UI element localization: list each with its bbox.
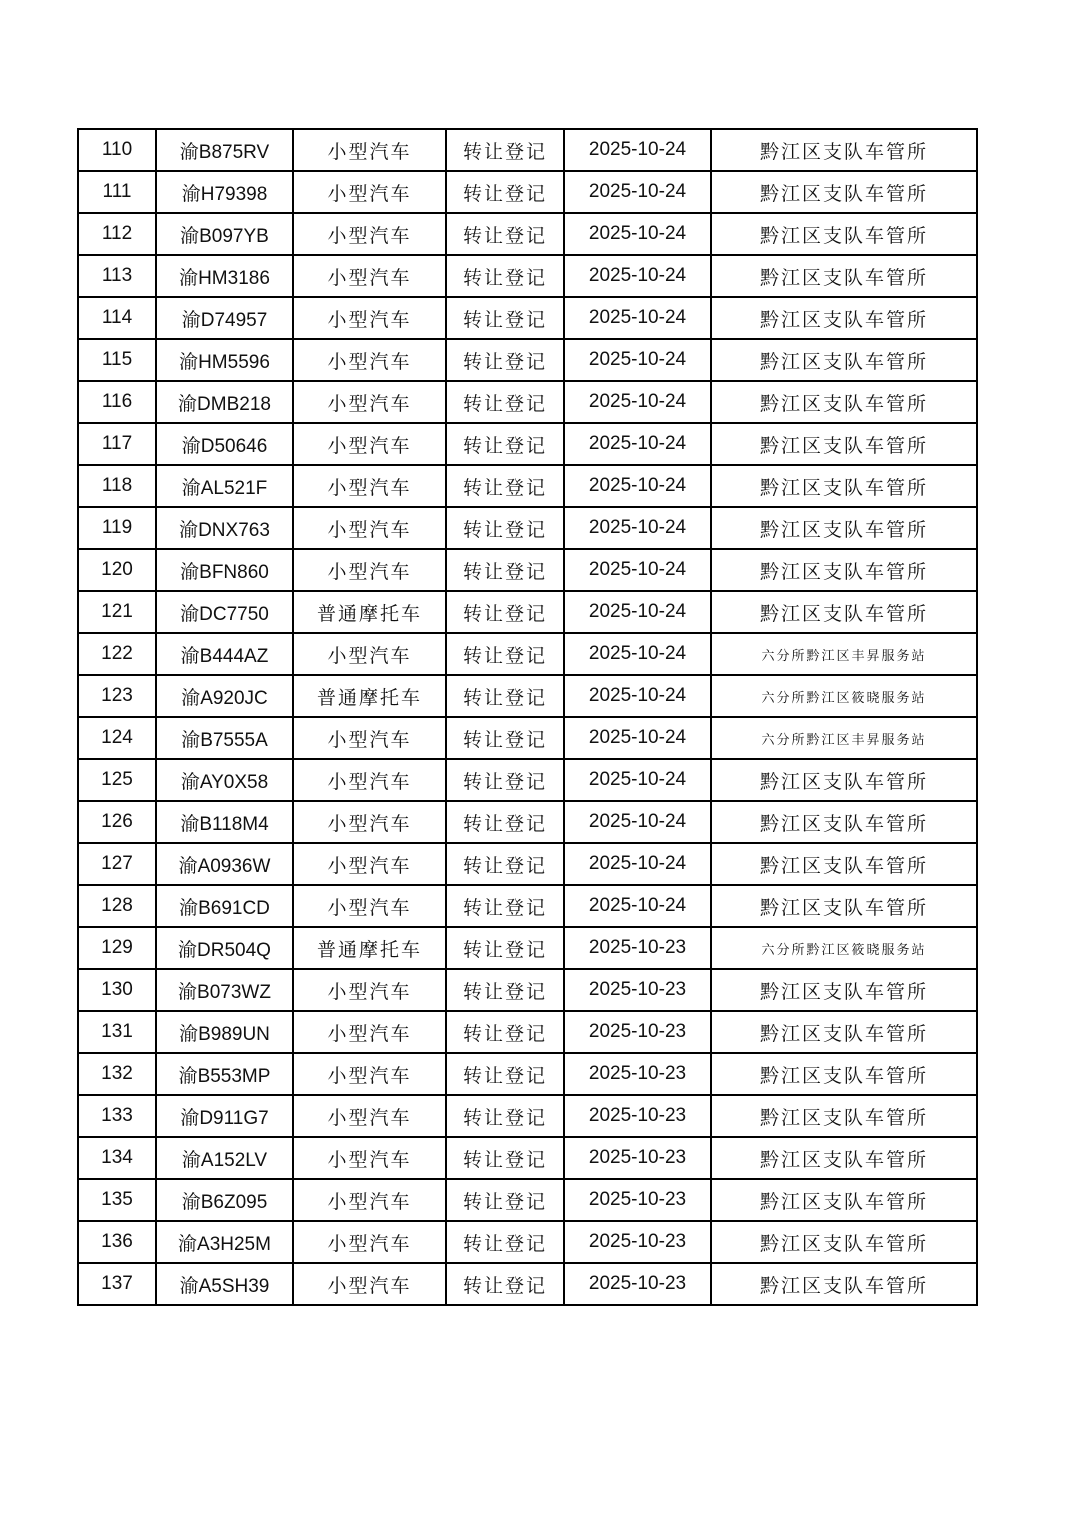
table-row bbox=[78, 717, 977, 759]
business-type: 转让登记 bbox=[446, 381, 564, 423]
office-name: 黔江区支队车管所 bbox=[711, 1011, 977, 1053]
vehicle-type: 小型汽车 bbox=[293, 1221, 446, 1263]
business-type: 转让登记 bbox=[446, 171, 564, 213]
office-name: 黔江区支队车管所 bbox=[711, 465, 977, 507]
office-name: 黔江区支队车管所 bbox=[711, 801, 977, 843]
registration-date: 2025-10-23 bbox=[564, 1095, 711, 1137]
plate-number: 渝B875RV bbox=[156, 129, 293, 171]
office-name: 六分所黔江区丰昇服务站 bbox=[711, 717, 977, 759]
vehicle-type: 小型汽车 bbox=[293, 759, 446, 801]
registration-date: 2025-10-24 bbox=[564, 129, 711, 171]
registration-date: 2025-10-24 bbox=[564, 171, 711, 213]
row-number: 116 bbox=[78, 381, 156, 423]
office-name: 黔江区支队车管所 bbox=[711, 297, 977, 339]
business-type: 转让登记 bbox=[446, 885, 564, 927]
vehicle-type: 小型汽车 bbox=[293, 1053, 446, 1095]
table-row bbox=[78, 465, 977, 507]
office-name: 黔江区支队车管所 bbox=[711, 507, 977, 549]
plate-number: 渝DNX763 bbox=[156, 507, 293, 549]
row-number: 125 bbox=[78, 759, 156, 801]
plate-number: 渝D74957 bbox=[156, 297, 293, 339]
vehicle-type: 小型汽车 bbox=[293, 339, 446, 381]
row-number: 114 bbox=[78, 297, 156, 339]
office-name: 黔江区支队车管所 bbox=[711, 213, 977, 255]
business-type: 转让登记 bbox=[446, 423, 564, 465]
office-name: 黔江区支队车管所 bbox=[711, 885, 977, 927]
row-number: 119 bbox=[78, 507, 156, 549]
registration-date: 2025-10-24 bbox=[564, 381, 711, 423]
table-row bbox=[78, 843, 977, 885]
table-row bbox=[78, 213, 977, 255]
business-type: 转让登记 bbox=[446, 759, 564, 801]
row-number: 110 bbox=[78, 129, 156, 171]
vehicle-type: 小型汽车 bbox=[293, 381, 446, 423]
row-number: 124 bbox=[78, 717, 156, 759]
office-name: 黔江区支队车管所 bbox=[711, 843, 977, 885]
row-number: 115 bbox=[78, 339, 156, 381]
vehicle-type: 小型汽车 bbox=[293, 633, 446, 675]
business-type: 转让登记 bbox=[446, 213, 564, 255]
registration-date: 2025-10-24 bbox=[564, 801, 711, 843]
table-row bbox=[78, 1137, 977, 1179]
registration-date: 2025-10-24 bbox=[564, 507, 711, 549]
table-row bbox=[78, 1011, 977, 1053]
vehicle-type: 小型汽车 bbox=[293, 885, 446, 927]
vehicle-type: 小型汽车 bbox=[293, 717, 446, 759]
registration-date: 2025-10-23 bbox=[564, 969, 711, 1011]
row-number: 121 bbox=[78, 591, 156, 633]
plate-number: 渝D50646 bbox=[156, 423, 293, 465]
business-type: 转让登记 bbox=[446, 675, 564, 717]
vehicle-type: 小型汽车 bbox=[293, 465, 446, 507]
vehicle-type: 小型汽车 bbox=[293, 1095, 446, 1137]
business-type: 转让登记 bbox=[446, 1137, 564, 1179]
registration-date: 2025-10-23 bbox=[564, 1137, 711, 1179]
business-type: 转让登记 bbox=[446, 801, 564, 843]
registration-date: 2025-10-23 bbox=[564, 1179, 711, 1221]
vehicle-type: 普通摩托车 bbox=[293, 675, 446, 717]
registration-date: 2025-10-24 bbox=[564, 633, 711, 675]
vehicle-type: 小型汽车 bbox=[293, 213, 446, 255]
business-type: 转让登记 bbox=[446, 129, 564, 171]
table-row bbox=[78, 591, 977, 633]
row-number: 122 bbox=[78, 633, 156, 675]
plate-number: 渝H79398 bbox=[156, 171, 293, 213]
plate-number: 渝A152LV bbox=[156, 1137, 293, 1179]
registration-date: 2025-10-24 bbox=[564, 591, 711, 633]
table-row bbox=[78, 927, 977, 969]
registration-date: 2025-10-24 bbox=[564, 759, 711, 801]
vehicle-type: 普通摩托车 bbox=[293, 591, 446, 633]
table-row bbox=[78, 759, 977, 801]
plate-number: 渝HM3186 bbox=[156, 255, 293, 297]
plate-number: 渝B444AZ bbox=[156, 633, 293, 675]
table-row bbox=[78, 1263, 977, 1305]
plate-number: 渝B097YB bbox=[156, 213, 293, 255]
plate-number: 渝A3H25M bbox=[156, 1221, 293, 1263]
plate-number: 渝D911G7 bbox=[156, 1095, 293, 1137]
office-name: 黔江区支队车管所 bbox=[711, 423, 977, 465]
plate-number: 渝B7555A bbox=[156, 717, 293, 759]
office-name: 黔江区支队车管所 bbox=[711, 1179, 977, 1221]
registration-date: 2025-10-24 bbox=[564, 255, 711, 297]
plate-number: 渝DMB218 bbox=[156, 381, 293, 423]
registration-date: 2025-10-24 bbox=[564, 549, 711, 591]
row-number: 120 bbox=[78, 549, 156, 591]
plate-number: 渝A920JC bbox=[156, 675, 293, 717]
business-type: 转让登记 bbox=[446, 1221, 564, 1263]
business-type: 转让登记 bbox=[446, 927, 564, 969]
plate-number: 渝B989UN bbox=[156, 1011, 293, 1053]
row-number: 137 bbox=[78, 1263, 156, 1305]
plate-number: 渝B073WZ bbox=[156, 969, 293, 1011]
table-row bbox=[78, 339, 977, 381]
business-type: 转让登记 bbox=[446, 465, 564, 507]
office-name: 六分所黔江区筱晓服务站 bbox=[711, 675, 977, 717]
vehicle-type: 小型汽车 bbox=[293, 423, 446, 465]
vehicle-type: 小型汽车 bbox=[293, 129, 446, 171]
table-row bbox=[78, 549, 977, 591]
table-row bbox=[78, 633, 977, 675]
vehicle-type: 小型汽车 bbox=[293, 1179, 446, 1221]
plate-number: 渝B118M4 bbox=[156, 801, 293, 843]
office-name: 黔江区支队车管所 bbox=[711, 1053, 977, 1095]
office-name: 黔江区支队车管所 bbox=[711, 591, 977, 633]
row-number: 129 bbox=[78, 927, 156, 969]
table-row bbox=[78, 297, 977, 339]
row-number: 130 bbox=[78, 969, 156, 1011]
business-type: 转让登记 bbox=[446, 1011, 564, 1053]
business-type: 转让登记 bbox=[446, 717, 564, 759]
vehicle-type: 小型汽车 bbox=[293, 549, 446, 591]
business-type: 转让登记 bbox=[446, 1263, 564, 1305]
office-name: 黔江区支队车管所 bbox=[711, 1221, 977, 1263]
business-type: 转让登记 bbox=[446, 507, 564, 549]
registration-date: 2025-10-24 bbox=[564, 339, 711, 381]
table-row bbox=[78, 801, 977, 843]
table-row bbox=[78, 1221, 977, 1263]
table-body bbox=[78, 129, 977, 1305]
office-name: 黔江区支队车管所 bbox=[711, 381, 977, 423]
vehicle-type: 小型汽车 bbox=[293, 1263, 446, 1305]
vehicle-type: 小型汽车 bbox=[293, 843, 446, 885]
registration-date: 2025-10-24 bbox=[564, 297, 711, 339]
plate-number: 渝AY0X58 bbox=[156, 759, 293, 801]
table-row bbox=[78, 1095, 977, 1137]
registration-date: 2025-10-24 bbox=[564, 213, 711, 255]
row-number: 136 bbox=[78, 1221, 156, 1263]
office-name: 黔江区支队车管所 bbox=[711, 129, 977, 171]
office-name: 黔江区支队车管所 bbox=[711, 1095, 977, 1137]
table-row bbox=[78, 129, 977, 171]
row-number: 134 bbox=[78, 1137, 156, 1179]
registration-date: 2025-10-24 bbox=[564, 675, 711, 717]
row-number: 135 bbox=[78, 1179, 156, 1221]
business-type: 转让登记 bbox=[446, 339, 564, 381]
table-row bbox=[78, 969, 977, 1011]
row-number: 128 bbox=[78, 885, 156, 927]
vehicle-type: 小型汽车 bbox=[293, 969, 446, 1011]
business-type: 转让登记 bbox=[446, 969, 564, 1011]
row-number: 133 bbox=[78, 1095, 156, 1137]
office-name: 黔江区支队车管所 bbox=[711, 1137, 977, 1179]
table-row bbox=[78, 675, 977, 717]
registration-table bbox=[77, 128, 978, 1306]
plate-number: 渝DC7750 bbox=[156, 591, 293, 633]
plate-number: 渝HM5596 bbox=[156, 339, 293, 381]
plate-number: 渝A0936W bbox=[156, 843, 293, 885]
row-number: 131 bbox=[78, 1011, 156, 1053]
vehicle-type: 小型汽车 bbox=[293, 297, 446, 339]
table-row bbox=[78, 885, 977, 927]
row-number: 112 bbox=[78, 213, 156, 255]
registration-date: 2025-10-23 bbox=[564, 927, 711, 969]
office-name: 黔江区支队车管所 bbox=[711, 255, 977, 297]
registration-date: 2025-10-23 bbox=[564, 1263, 711, 1305]
plate-number: 渝A5SH39 bbox=[156, 1263, 293, 1305]
registration-date: 2025-10-24 bbox=[564, 717, 711, 759]
table-row bbox=[78, 423, 977, 465]
row-number: 127 bbox=[78, 843, 156, 885]
office-name: 六分所黔江区丰昇服务站 bbox=[711, 633, 977, 675]
row-number: 117 bbox=[78, 423, 156, 465]
registration-date: 2025-10-23 bbox=[564, 1221, 711, 1263]
plate-number: 渝DR504Q bbox=[156, 927, 293, 969]
row-number: 132 bbox=[78, 1053, 156, 1095]
row-number: 123 bbox=[78, 675, 156, 717]
plate-number: 渝AL521F bbox=[156, 465, 293, 507]
business-type: 转让登记 bbox=[446, 1179, 564, 1221]
row-number: 126 bbox=[78, 801, 156, 843]
business-type: 转让登记 bbox=[446, 591, 564, 633]
registration-date: 2025-10-23 bbox=[564, 1011, 711, 1053]
business-type: 转让登记 bbox=[446, 633, 564, 675]
row-number: 118 bbox=[78, 465, 156, 507]
table-row bbox=[78, 381, 977, 423]
table-row bbox=[78, 171, 977, 213]
registration-date: 2025-10-24 bbox=[564, 885, 711, 927]
vehicle-type: 普通摩托车 bbox=[293, 927, 446, 969]
office-name: 黔江区支队车管所 bbox=[711, 759, 977, 801]
office-name: 黔江区支队车管所 bbox=[711, 1263, 977, 1305]
office-name: 黔江区支队车管所 bbox=[711, 969, 977, 1011]
business-type: 转让登记 bbox=[446, 843, 564, 885]
table-row bbox=[78, 1179, 977, 1221]
plate-number: 渝B691CD bbox=[156, 885, 293, 927]
registration-date: 2025-10-24 bbox=[564, 423, 711, 465]
table-row bbox=[78, 1053, 977, 1095]
office-name: 黔江区支队车管所 bbox=[711, 549, 977, 591]
plate-number: 渝BFN860 bbox=[156, 549, 293, 591]
row-number: 113 bbox=[78, 255, 156, 297]
vehicle-type: 小型汽车 bbox=[293, 507, 446, 549]
office-name: 六分所黔江区筱晓服务站 bbox=[711, 927, 977, 969]
vehicle-type: 小型汽车 bbox=[293, 1137, 446, 1179]
plate-number: 渝B6Z095 bbox=[156, 1179, 293, 1221]
table-row bbox=[78, 507, 977, 549]
registration-date: 2025-10-24 bbox=[564, 465, 711, 507]
row-number: 111 bbox=[78, 171, 156, 213]
registration-date: 2025-10-24 bbox=[564, 843, 711, 885]
plate-number: 渝B553MP bbox=[156, 1053, 293, 1095]
business-type: 转让登记 bbox=[446, 1053, 564, 1095]
business-type: 转让登记 bbox=[446, 255, 564, 297]
business-type: 转让登记 bbox=[446, 549, 564, 591]
office-name: 黔江区支队车管所 bbox=[711, 171, 977, 213]
business-type: 转让登记 bbox=[446, 1095, 564, 1137]
vehicle-type: 小型汽车 bbox=[293, 801, 446, 843]
vehicle-type: 小型汽车 bbox=[293, 171, 446, 213]
business-type: 转让登记 bbox=[446, 297, 564, 339]
vehicle-type: 小型汽车 bbox=[293, 255, 446, 297]
vehicle-type: 小型汽车 bbox=[293, 1011, 446, 1053]
table-row bbox=[78, 255, 977, 297]
office-name: 黔江区支队车管所 bbox=[711, 339, 977, 381]
registration-date: 2025-10-23 bbox=[564, 1053, 711, 1095]
